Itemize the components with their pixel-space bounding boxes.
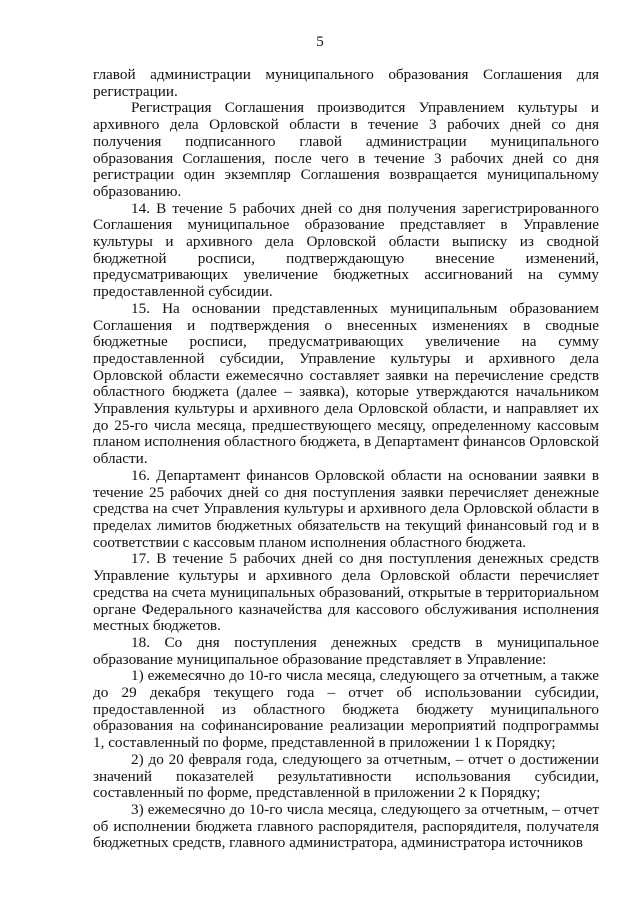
paragraph-17: 17. В течение 5 рабочих дней со дня поступления денежных средств Управление культуры и архивного дела Орловской области перечисляет средства на счета муниципальных образований, открытые в территориальном органе Федерального казначейства для кассового обслуживания исполнения местных бюджетов.	[93, 550, 599, 635]
paragraph-18-item-3: 3) ежемесячно до 10-го числа месяца, следующего за отчетным, – отчет об исполнении бюджета главного распорядителя, распорядителя, получателя бюджетных средств, главного администратора, администратора источников	[93, 800, 599, 852]
paragraph-continuation: главой администрации муниципального образования Соглашения для регистрации.	[93, 66, 599, 100]
document-body	[93, 67, 599, 852]
paragraph-registration: Регистрация Соглашения производится Управлением культуры и архивного дела Орловской области в течение 3 рабочих дней со дня получения подписанного главой администрации муниципального образования Соглашения, после чего в течение 3 рабочих дней со дня регистрации один экземпляр Соглашения возвращается муниципальному образованию.	[93, 99, 599, 200]
paragraph-14: 14. В течение 5 рабочих дней со дня получения зарегистрированного Соглашения муниципальное образование представляет в Управление культуры и архивного дела Орловской области выписку из сводной бюджетной росписи, подтверждающую внесение изменений, предусматривающих увеличение бюджетных ассигнований на сумму предоставленной субсидии.	[93, 199, 599, 301]
paragraph-18-item-1: 1) ежемесячно до 10-го числа месяца, следующего за отчетным, а также до 29 декабря текущего года – отчет об использовании субсидии, предоставленной из областного бюджета бюджету муниципального образования на софинансирование реализации мероприятий подпрограммы 1, составленный по форме, представленной в приложении 1 к Порядку;	[93, 667, 599, 752]
paragraph-18: 18. Со дня поступления денежных средств в муниципальное образование муниципальное образование представляет в Управление:	[93, 633, 599, 668]
paragraph-16: 16. Департамент финансов Орловской области на основании заявки в течение 25 рабочих дней со дня поступления заявки перечисляет денежные средства на счет Управления культуры и архивного дела Орловской области в пределах лимитов бюджетных обязательств на текущий финансовый год и в соответствии с кассовым планом исполнения областного бюджета.	[93, 466, 599, 551]
page-number: 5	[316, 34, 324, 50]
paragraph-18-item-2: 2) до 20 февраля года, следующего за отчетным, – отчет о достижении значений показателей результативности использования субсидии, составленный по форме, представленной в приложении 2 к Порядку;	[93, 750, 599, 802]
paragraph-15: 15. На основании представленных муниципальным образованием Соглашения и подтверждения о внесенных изменениях в сводные бюджетные росписи, предусматривающих увеличение на сумму предоставленной субсидии, Управление культуры и архивного дела Орловской области ежемесячно составляет заявки на перечисление средств областного бюджета (далее – заявка), которые утверждаются начальником Управления культуры и архивного дела Орловской области, и направляет их до 25-го числа месяца, предшествующего месяцу, определенному кассовым планом исполнения областного бюджета, в Департамент финансов Орловской области.	[93, 299, 599, 468]
